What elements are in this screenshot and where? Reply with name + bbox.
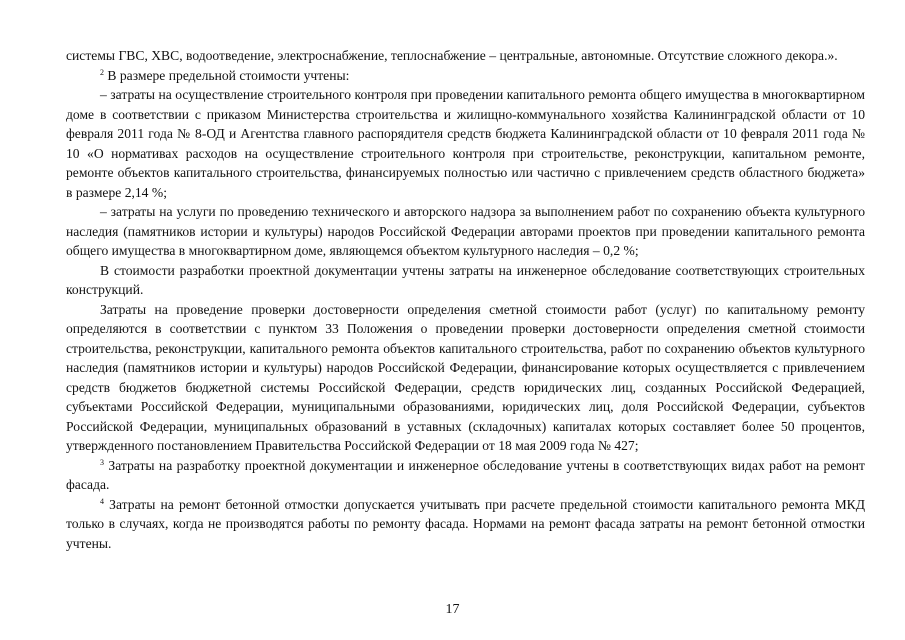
paragraph-estimate-verification	[66, 300, 865, 456]
paragraph-text: системы ГВС, ХВС, водоотведение, электроснабжение, теплоснабжение – центральные, автономные. Отсутствие сложного декора.».	[66, 48, 838, 63]
paragraph-text: В размере предельной стоимости учтены:	[107, 67, 350, 83]
footnote-2-intro	[66, 66, 865, 86]
footnote-3	[66, 456, 865, 495]
paragraph-text: – затраты на осуществление строительного контроля при проведении капитального ремонта общего имущества в многоквартирном доме в соответствии с приказом Министерства строительства и жилищно-коммунального хозяйства Калининградской области от 10 февраля 2011 года № 8-ОД и Агентства главного распорядителя средств бюджета Калининградской области от 10 февраля 2011 года № 10 «О нормативах расходов на осуществление строительного контроля при строительстве, реконструкции, капитальном ремонте, ремонте объектов капитального строительства, финансируемых полностью или частично с привлечением средств областного бюджета» в размере 2,14 %;	[66, 87, 865, 200]
page-number: 17	[445, 602, 460, 617]
footnote-marker: 3	[100, 457, 104, 467]
paragraph-text: Затраты на ремонт бетонной отмостки допускается учитывать при расчете предельной стоимости капитального ремонта МКД только в случаях, когда не производятся работы по ремонту фасада. Нормами на ремонт фасада затраты на ремонт бетонной отмостки учтены.	[66, 496, 866, 551]
footnote-marker: 4	[100, 496, 104, 506]
paragraph-text: Затраты на разработку проектной документации и инженерное обследование учтены в соответствующих видах работ на ремонт фасада.	[66, 457, 865, 492]
paragraph-text: В стоимости разработки проектной документации учтены затраты на инженерное обследование соответствующих строительных конструкций.	[66, 262, 865, 297]
paragraph-continuation	[66, 46, 865, 66]
footnote-4	[66, 495, 865, 554]
footnote-marker: 2	[100, 67, 104, 77]
paragraph-text: – затраты на услуги по проведению технического и авторского надзора за выполнением работ по сохранению объекта культурного наследия (памятников истории и культуры) народов Российской Федерации авторами проектов при проведении капитального ремонта общего имущества в многоквартирном доме, являющемся объектом культурного наследия – 0,2 %;	[66, 204, 865, 258]
list-item-supervision	[66, 202, 865, 261]
paragraph-text: Затраты на проведение проверки достоверности определения сметной стоимости работ (услуг) по капитальному ремонту определяются в соответствии с пунктом 33 Положения о проведении проверки достоверности определения сметной стоимости строительства, реконструкции, капитального ремонта объектов капитального строительства, работ по сохранению объектов культурного наследия (памятников истории и культуры) народов Российской Федерации, финансирование которых осуществляется с привлечением средств бюджетов бюджетной системы Российской Федерации, средств юридических лиц, созданных Российской Федерацией, субъектами Российской Федерации, муниципальными образованиями, юридических лиц, доля Российской Федерации, субъектов Российской Федерации, муниципальных образований в уставных (складочных) капиталах которых составляет более 50 процентов, утвержденного постановлением Правительства Российской Федерации от 18 мая 2009 года № 427;	[66, 301, 865, 453]
paragraph-design-documentation	[66, 261, 865, 300]
list-item-construction-control	[66, 85, 865, 202]
